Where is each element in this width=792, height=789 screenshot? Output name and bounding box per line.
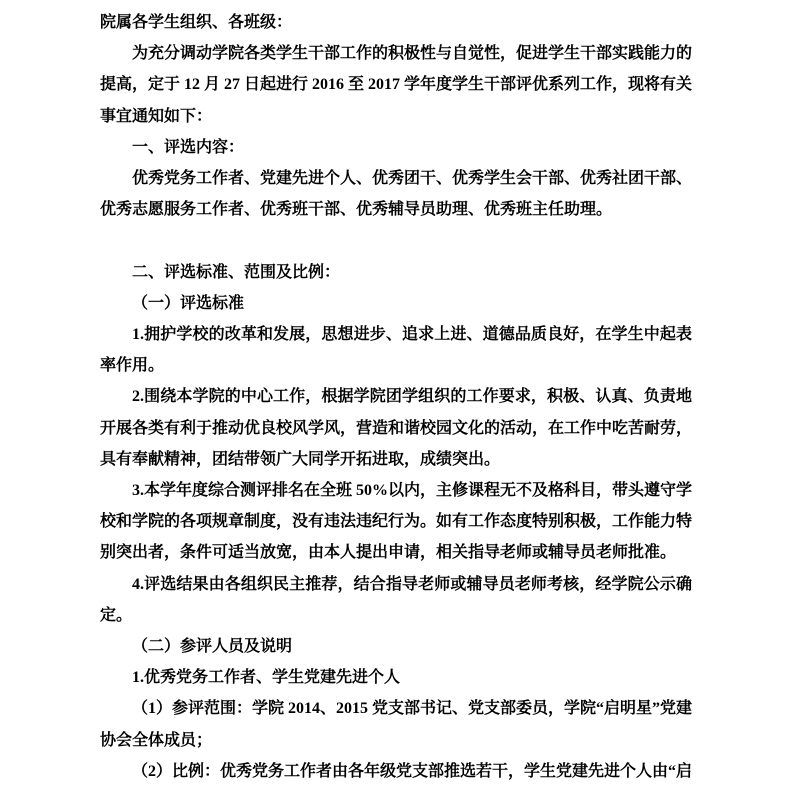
category-1-heading: 1.优秀党务工作者、学生党建先进个人 [132,669,401,687]
subsection-2-2-heading: （二）参评人员及说明 [132,638,293,656]
category-1-ratio: （2）比例：优秀党务工作者由各年级党支部推选若干，学生党建先进个人由“启 [132,762,693,780]
criteria-item-3: 3.本学年度综合测评排名在全班 50%以内，主修课程无不及格科目，带头遵守学校和学院的各项规章制度，没有违法违纪行为。如有工作态度特别积极，工作能力特别突出者，条件可适当放宽，由本人提出申请，相关指导老师或辅导员老师批准。 [100,482,693,562]
subsection-2-1-heading: （一）评选标准 [132,294,245,312]
section-1-heading: 一、评选内容： [132,138,245,156]
category-1-scope: （1）参评范围：学院 2014、2015 党支部书记、党支部委员，学院“启明星”党建协会全体成员； [100,700,693,749]
intro-paragraph: 为充分调动学院各类学生干部工作的积极性与自觉性，促进学生干部实践能力的提高，定于 12 月 27 日起进行 2016 至 2017 学年度学生干部评优系列工作，现将有关事宜通知如下： [100,45,693,125]
section-1-content: 优秀党务工作者、党建先进个人、优秀团干、优秀学生会干部、优秀社团干部、优秀志愿服务工作者、优秀班干部、优秀辅导员助理、优秀班主任助理。 [100,170,693,219]
section-2-heading: 二、评选标准、范围及比例： [132,263,341,281]
blank-line [100,225,692,256]
criteria-item-4: 4.评选结果由各组织民主推荐，结合指导老师或辅导员老师考核，经学院公示确定。 [100,575,692,624]
criteria-item-2: 2.围绕本学院的中心工作，根据学院团学组织的工作要求，积极、认真、负责地开展各类有利于推动优良校风学风，营造和谐校园文化的活动，在工作中吃苦耐劳，具有奉献精神，团结带领广大同学开拓进取，成绩突出。 [100,388,693,468]
salutation-line: 院属各学生组织、各班级： [100,14,293,31]
criteria-item-1: 1.拥护学校的改革和发展，思想进步、追求上进、道德品质良好，在学生中起表率作用。 [100,326,692,375]
